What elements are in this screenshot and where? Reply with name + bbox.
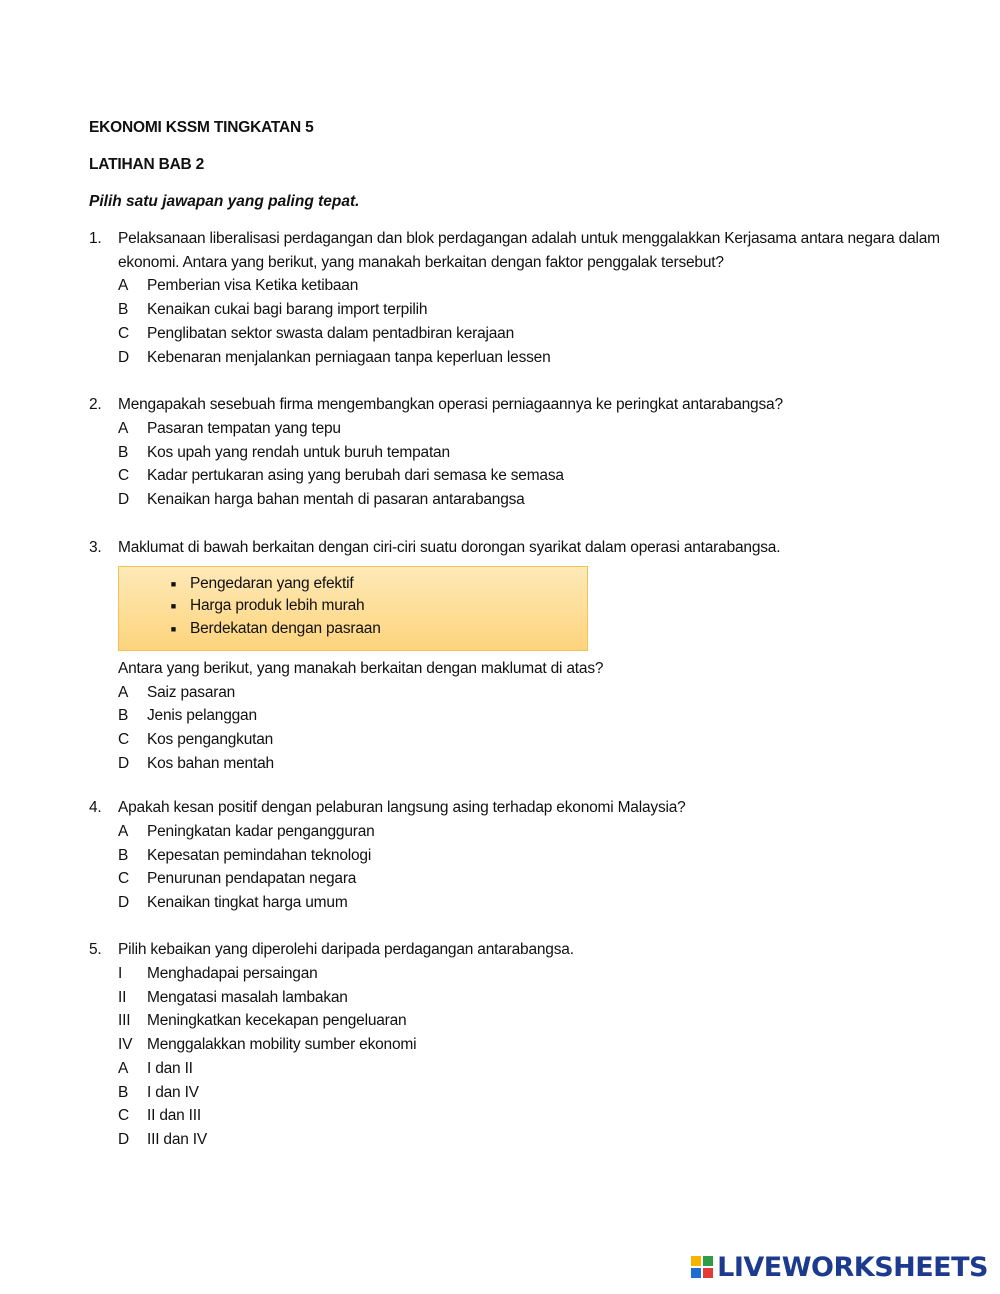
- question-text: Pelaksanaan liberalisasi perdagangan dan blok perdagangan adalah untuk menggalakkan Kerjasama antara negara dalam ekonomi. Antara yang berikut, yang manakah berkaitan dengan faktor penggalak tersebut?: [118, 230, 940, 271]
- option-text: Kenaikan tingkat harga umum: [147, 894, 348, 912]
- option-letter: B: [118, 301, 129, 319]
- question-text: Pilih kebaikan yang diperolehi daripada perdagangan antarabangsa.: [118, 941, 574, 958]
- option-a[interactable]: [118, 681, 949, 705]
- question-3: [89, 536, 949, 776]
- option-d[interactable]: [118, 488, 949, 512]
- logo-square-v: [691, 1268, 701, 1278]
- question-4: [89, 796, 949, 915]
- bullet-text: Berdekatan dengan pasraan: [190, 619, 381, 637]
- option-letter: A: [118, 683, 129, 701]
- bullet-text: Harga produk lebih murah: [190, 597, 365, 615]
- logo-text: LIVEWORKSHEETS: [717, 1251, 988, 1283]
- option-letter: A: [118, 822, 129, 840]
- option-d[interactable]: [118, 1128, 949, 1152]
- option-letter: A: [118, 419, 129, 437]
- info-bullet: [119, 618, 587, 641]
- option-letter: C: [118, 1107, 129, 1125]
- logo-square-i: [703, 1256, 713, 1266]
- followup-text: Antara yang berikut, yang manakah berkaitan dengan maklumat di atas?: [118, 659, 604, 677]
- question-number: 4.: [89, 799, 102, 816]
- info-bullet: [119, 595, 587, 618]
- option-text: Pasaran tempatan yang tepu: [147, 419, 341, 437]
- bullet-square-icon: [119, 618, 190, 641]
- option-text: Pemberian visa Ketika ketibaan: [147, 277, 359, 295]
- option-letter: B: [118, 846, 129, 864]
- option-text: Kos pengangkutan: [147, 731, 274, 749]
- info-box: [118, 566, 588, 651]
- option-letter: B: [118, 443, 129, 461]
- question-followup: [118, 657, 949, 681]
- option-text: Kadar pertukaran asing yang berubah dari semasa ke semasa: [147, 467, 564, 485]
- option-a[interactable]: [118, 274, 949, 298]
- bullet-text: Pengedaran yang efektif: [190, 574, 354, 592]
- bullet-square-icon: [119, 595, 190, 618]
- option-c[interactable]: [118, 1104, 949, 1128]
- statement-numeral: I: [118, 964, 123, 982]
- option-letter: C: [118, 870, 129, 888]
- question-number: 3.: [89, 539, 102, 556]
- option-text: Penglibatan sektor swasta dalam pentadbiran kerajaan: [147, 325, 515, 342]
- option-letter: A: [118, 1059, 129, 1077]
- question-text: Mengapakah sesebuah firma mengembangkan operasi perniagaannya ke peringkat antarabangsa?: [118, 396, 783, 413]
- instruction-text: Pilih satu jawapan yang paling tepat.: [89, 193, 360, 210]
- statement-text: Menggalakkan mobility sumber ekonomi: [147, 1036, 417, 1054]
- option-a[interactable]: [118, 1057, 949, 1081]
- logo-square-e: [703, 1268, 713, 1278]
- option-text: Kos bahan mentah: [147, 754, 274, 772]
- option-letter: C: [118, 467, 129, 485]
- question-2: [89, 393, 949, 512]
- option-text: Kepesatan pemindahan teknologi: [147, 846, 372, 864]
- statement-iii: [118, 1009, 949, 1033]
- statement-numeral: IV: [118, 1036, 133, 1054]
- option-text: II dan III: [147, 1107, 202, 1125]
- option-c[interactable]: [118, 867, 949, 891]
- question-text: Apakah kesan positif dengan pelaburan langsung asing terhadap ekonomi Malaysia?: [118, 799, 686, 816]
- question-number: 1.: [89, 230, 102, 247]
- option-text: I dan IV: [147, 1083, 199, 1101]
- statement-ii: [118, 986, 949, 1010]
- option-text: Peningkatan kadar pengangguran: [147, 822, 375, 840]
- option-letter: A: [118, 277, 129, 295]
- info-bullet: [119, 573, 587, 596]
- option-a[interactable]: [118, 417, 949, 441]
- statement-numeral: III: [118, 1012, 131, 1030]
- statement-numeral: II: [118, 988, 127, 1006]
- statement-text: Meningkatkan kecekapan pengeluaran: [147, 1012, 407, 1030]
- statement-text: Menghadapai persaingan: [147, 964, 318, 982]
- option-letter: C: [118, 325, 129, 342]
- option-text: Saiz pasaran: [147, 683, 236, 701]
- statement-text: Mengatasi masalah lambakan: [147, 988, 348, 1006]
- question-1: [89, 227, 949, 370]
- option-letter: B: [118, 1083, 129, 1101]
- option-text: Jenis pelanggan: [147, 707, 257, 725]
- option-b[interactable]: [118, 298, 949, 322]
- option-letter: D: [118, 348, 129, 366]
- option-d[interactable]: [118, 346, 949, 370]
- option-d[interactable]: [118, 752, 949, 776]
- option-a[interactable]: [118, 820, 949, 844]
- option-c[interactable]: [118, 322, 949, 346]
- option-letter: B: [118, 707, 129, 725]
- option-text: Kos upah yang rendah untuk buruh tempatan: [147, 443, 450, 461]
- option-text: Kenaikan harga bahan mentah di pasaran antarabangsa: [147, 491, 525, 509]
- option-text: Penurunan pendapatan negara: [147, 870, 357, 888]
- option-c[interactable]: [118, 464, 949, 488]
- question-number: 2.: [89, 396, 102, 413]
- option-text: I dan II: [147, 1059, 193, 1077]
- statement-iv: [118, 1033, 949, 1057]
- liveworksheets-logo-icon: [691, 1256, 713, 1278]
- chapter-title: LATIHAN BAB 2: [89, 156, 205, 173]
- liveworksheets-logo[interactable]: [691, 1252, 988, 1282]
- option-b[interactable]: [118, 441, 949, 465]
- question-5: [89, 938, 949, 1152]
- option-letter: D: [118, 754, 129, 772]
- option-letter: D: [118, 491, 129, 509]
- option-b[interactable]: [118, 1081, 949, 1105]
- option-letter: D: [118, 1131, 129, 1149]
- option-text: III dan IV: [147, 1131, 208, 1149]
- option-b[interactable]: [118, 844, 949, 868]
- option-d[interactable]: [118, 891, 949, 915]
- option-b[interactable]: [118, 704, 949, 728]
- page-title: EKONOMI KSSM TINGKATAN 5: [89, 119, 314, 136]
- option-text: Kenaikan cukai bagi barang import terpilih: [147, 301, 428, 319]
- option-c[interactable]: [118, 728, 949, 752]
- option-letter: C: [118, 731, 129, 749]
- option-letter: D: [118, 894, 129, 912]
- option-text: Kebenaran menjalankan perniagaan tanpa keperluan lessen: [147, 348, 551, 366]
- question-number: 5.: [89, 941, 102, 958]
- bullet-square-icon: [119, 573, 190, 596]
- question-text: Maklumat di bawah berkaitan dengan ciri-ciri suatu dorongan syarikat dalam operasi antarabangsa.: [118, 539, 781, 556]
- logo-square-l: [691, 1256, 701, 1266]
- statement-i: [118, 962, 949, 986]
